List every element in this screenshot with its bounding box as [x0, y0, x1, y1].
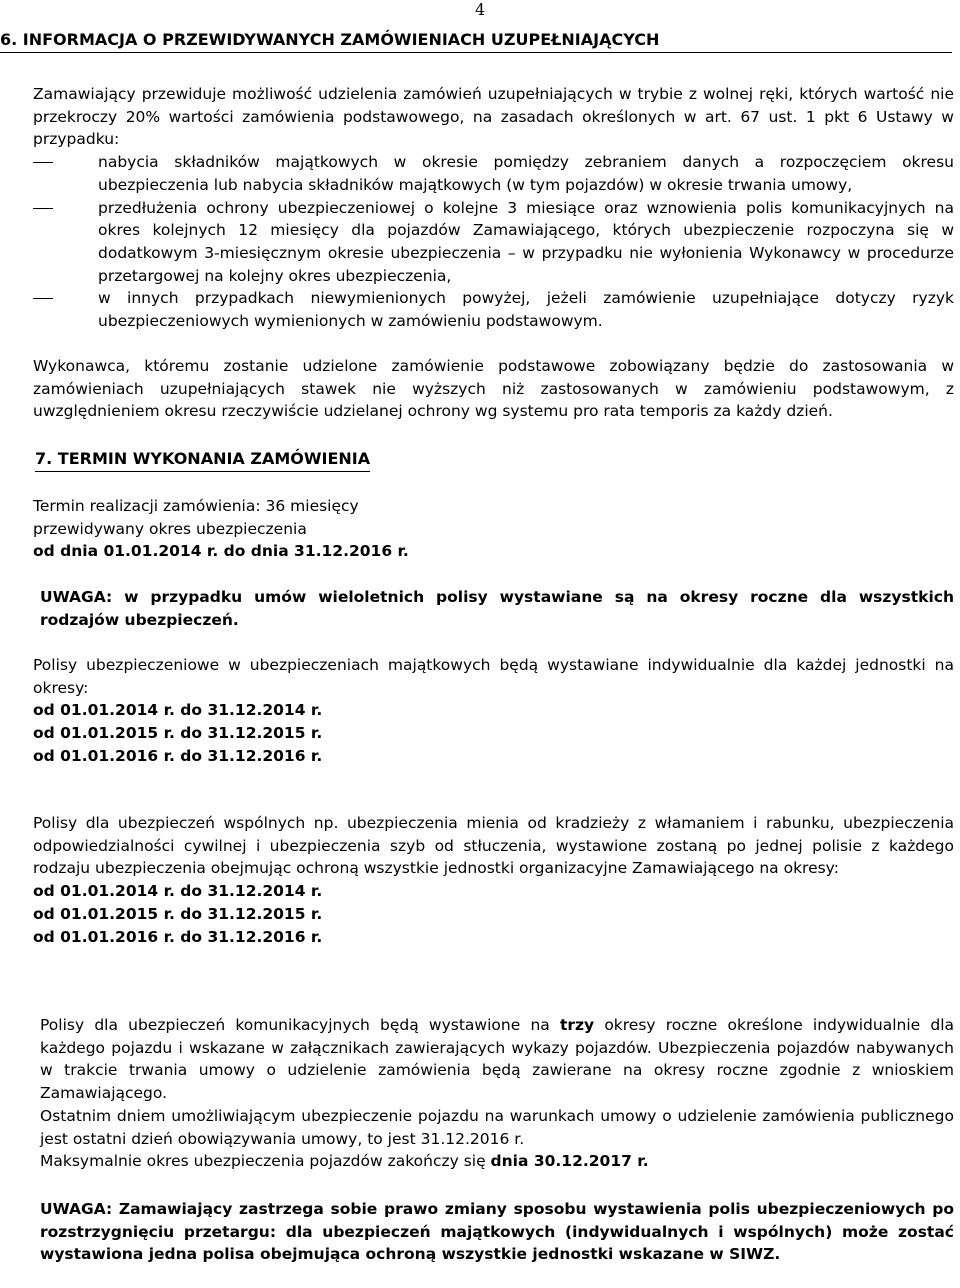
last-day-paragraph: Ostatnim dniem umożliwiającym ubezpieczenie pojazdu na warunkach umowy o udzielenie zamówienia publicznego jest ostatni dzień obowiązywania umowy, to jest 31.12.2016 r. — [40, 1106, 954, 1148]
term-line: Termin realizacji zamówienia: 36 miesięcy — [33, 497, 359, 515]
list-item: przedłużenia ochrony ubezpieczeniowej o kolejne 3 miesiące oraz wznowienia polis komunikacyjnych na okres kolejnych 12 miesięcy dla pojazdów Zamawiającego, których ubezpieczenie rozpoczyna się w dodatkowym 3-miesięcznym okresie ubezpieczenia – w przypadku nie wyłonienia Wykonawcy w procedurze przetargowej na kolejny okres ubezpieczenia, — [33, 197, 954, 288]
section-6-intro: Zamawiający przewiduje możliwość udzielenia zamówień uzupełniających w trybie z wolnej ręki, których wartość nie przekroczy 20% wartości zamówienia podstawowego, na zasadach określonych w art. 67 ust. 1 pkt 6 Ustawy w przypadku: — [33, 85, 954, 149]
section-6-list — [33, 151, 954, 333]
property-block — [33, 654, 954, 768]
list-item: nabycia składników majątkowych w okresie pomiędzy zebraniem danych a rozpoczęciem okresu ubezpieczenia lub nabycia składników majątkowych (w tym pojazdów) w okresie trwania umowy, — [33, 151, 954, 196]
property-period: od 01.01.2014 r. do 31.12.2014 r. — [33, 701, 323, 720]
motor-block — [40, 1014, 954, 1173]
note-policy-change: UWAGA: Zamawiający zastrzega sobie prawo zmiany sposobu wystawienia polis ubezpieczeniowych po rozstrzygnięciu przetargu: dla ubezpieczeń majątkowych (indywidualnych i wspólnych) może zostać wystawiona jedna polisa obejmująca ochroną wszystkie jednostki wskazane w SIWZ. — [40, 1200, 954, 1264]
contractor-paragraph: Wykonawca, któremu zostanie udzielone zamówienie podstawowe zobowiązany będzie do zastosowania w zamówieniach uzupełniających stawek nie wyższych niż zastosowanych w zamówieniu podstawowym, z uwzględnieniem okresu rzeczywiście udzielanej ochrony wg systemu pro rata temporis za każdy dzień. — [33, 357, 954, 421]
motor-paragraph: Polisy dla ubezpieczeń komunikacyjnych będą wystawione na trzy okresy roczne określone indywidualnie dla każdego pojazdu i wskazane w załącznikach zawierających wykazy pojazdów. Ubezpieczenia pojazdów nabywanych w trakcie trwania umowy o udzielenie zamówienia będą zawierane na okresy roczne zgodnie z wnioskiem Zamawiającego. — [40, 1016, 955, 1103]
period-dates: od dnia 01.01.2014 r. do dnia 31.12.2016 r. — [33, 542, 409, 561]
period-label: przewidywany okres ubezpieczenia — [33, 519, 307, 538]
section-6-body — [33, 83, 954, 333]
term-block — [33, 495, 633, 563]
property-period: od 01.01.2016 r. do 31.12.2016 r. — [33, 746, 323, 765]
property-paragraph: Polisy ubezpieczeniowe w ubezpieczeniach majątkowych będą wystawiane indywidualnie dla każdej jednostki na okresy: — [33, 656, 954, 697]
section-7-title: 7. TERMIN WYKONANIA ZAMÓWIENIA — [35, 448, 370, 472]
property-period: od 01.01.2015 r. do 31.12.2015 r. — [33, 724, 323, 743]
joint-period: od 01.01.2015 r. do 31.12.2015 r. — [33, 904, 323, 923]
max-period-line: Maksymalnie okres ubezpieczenia pojazdów zakończy się dnia 30.12.2017 r. — [40, 1152, 649, 1171]
list-item: w innych przypadkach niewymienionych powyżej, jeżeli zamówienie uzupełniające dotyczy ryzyk ubezpieczeniowych wymienionych w zamówieniu podstawowym. — [33, 287, 954, 332]
joint-block — [33, 812, 954, 948]
joint-period: od 01.01.2016 r. do 31.12.2016 r. — [33, 927, 323, 946]
section-6-title: 6. INFORMACJA O PRZEWIDYWANYCH ZAMÓWIENIACH UZUPEŁNIAJĄCYCH — [0, 30, 952, 53]
page-number: 4 — [475, 0, 486, 19]
note-multiyear: UWAGA: w przypadku umów wieloletnich polisy wystawiane są na okresy roczne dla wszystkich rodzajów ubezpieczeń. — [40, 588, 954, 629]
joint-paragraph: Polisy dla ubezpieczeń wspólnych np. ubezpieczenia mienia od kradzieży z włamaniem i rabunku, ubezpieczenia odpowiedzialności cywilnej i ubezpieczenia szyb od stłuczenia, wystawione zostaną po jednej polisie z każdego rodzaju ubezpieczenia obejmując ochroną wszystkie jednostki organizacyjne Zamawiającego na okresy: — [33, 814, 954, 878]
joint-period: od 01.01.2014 r. do 31.12.2014 r. — [33, 882, 323, 901]
